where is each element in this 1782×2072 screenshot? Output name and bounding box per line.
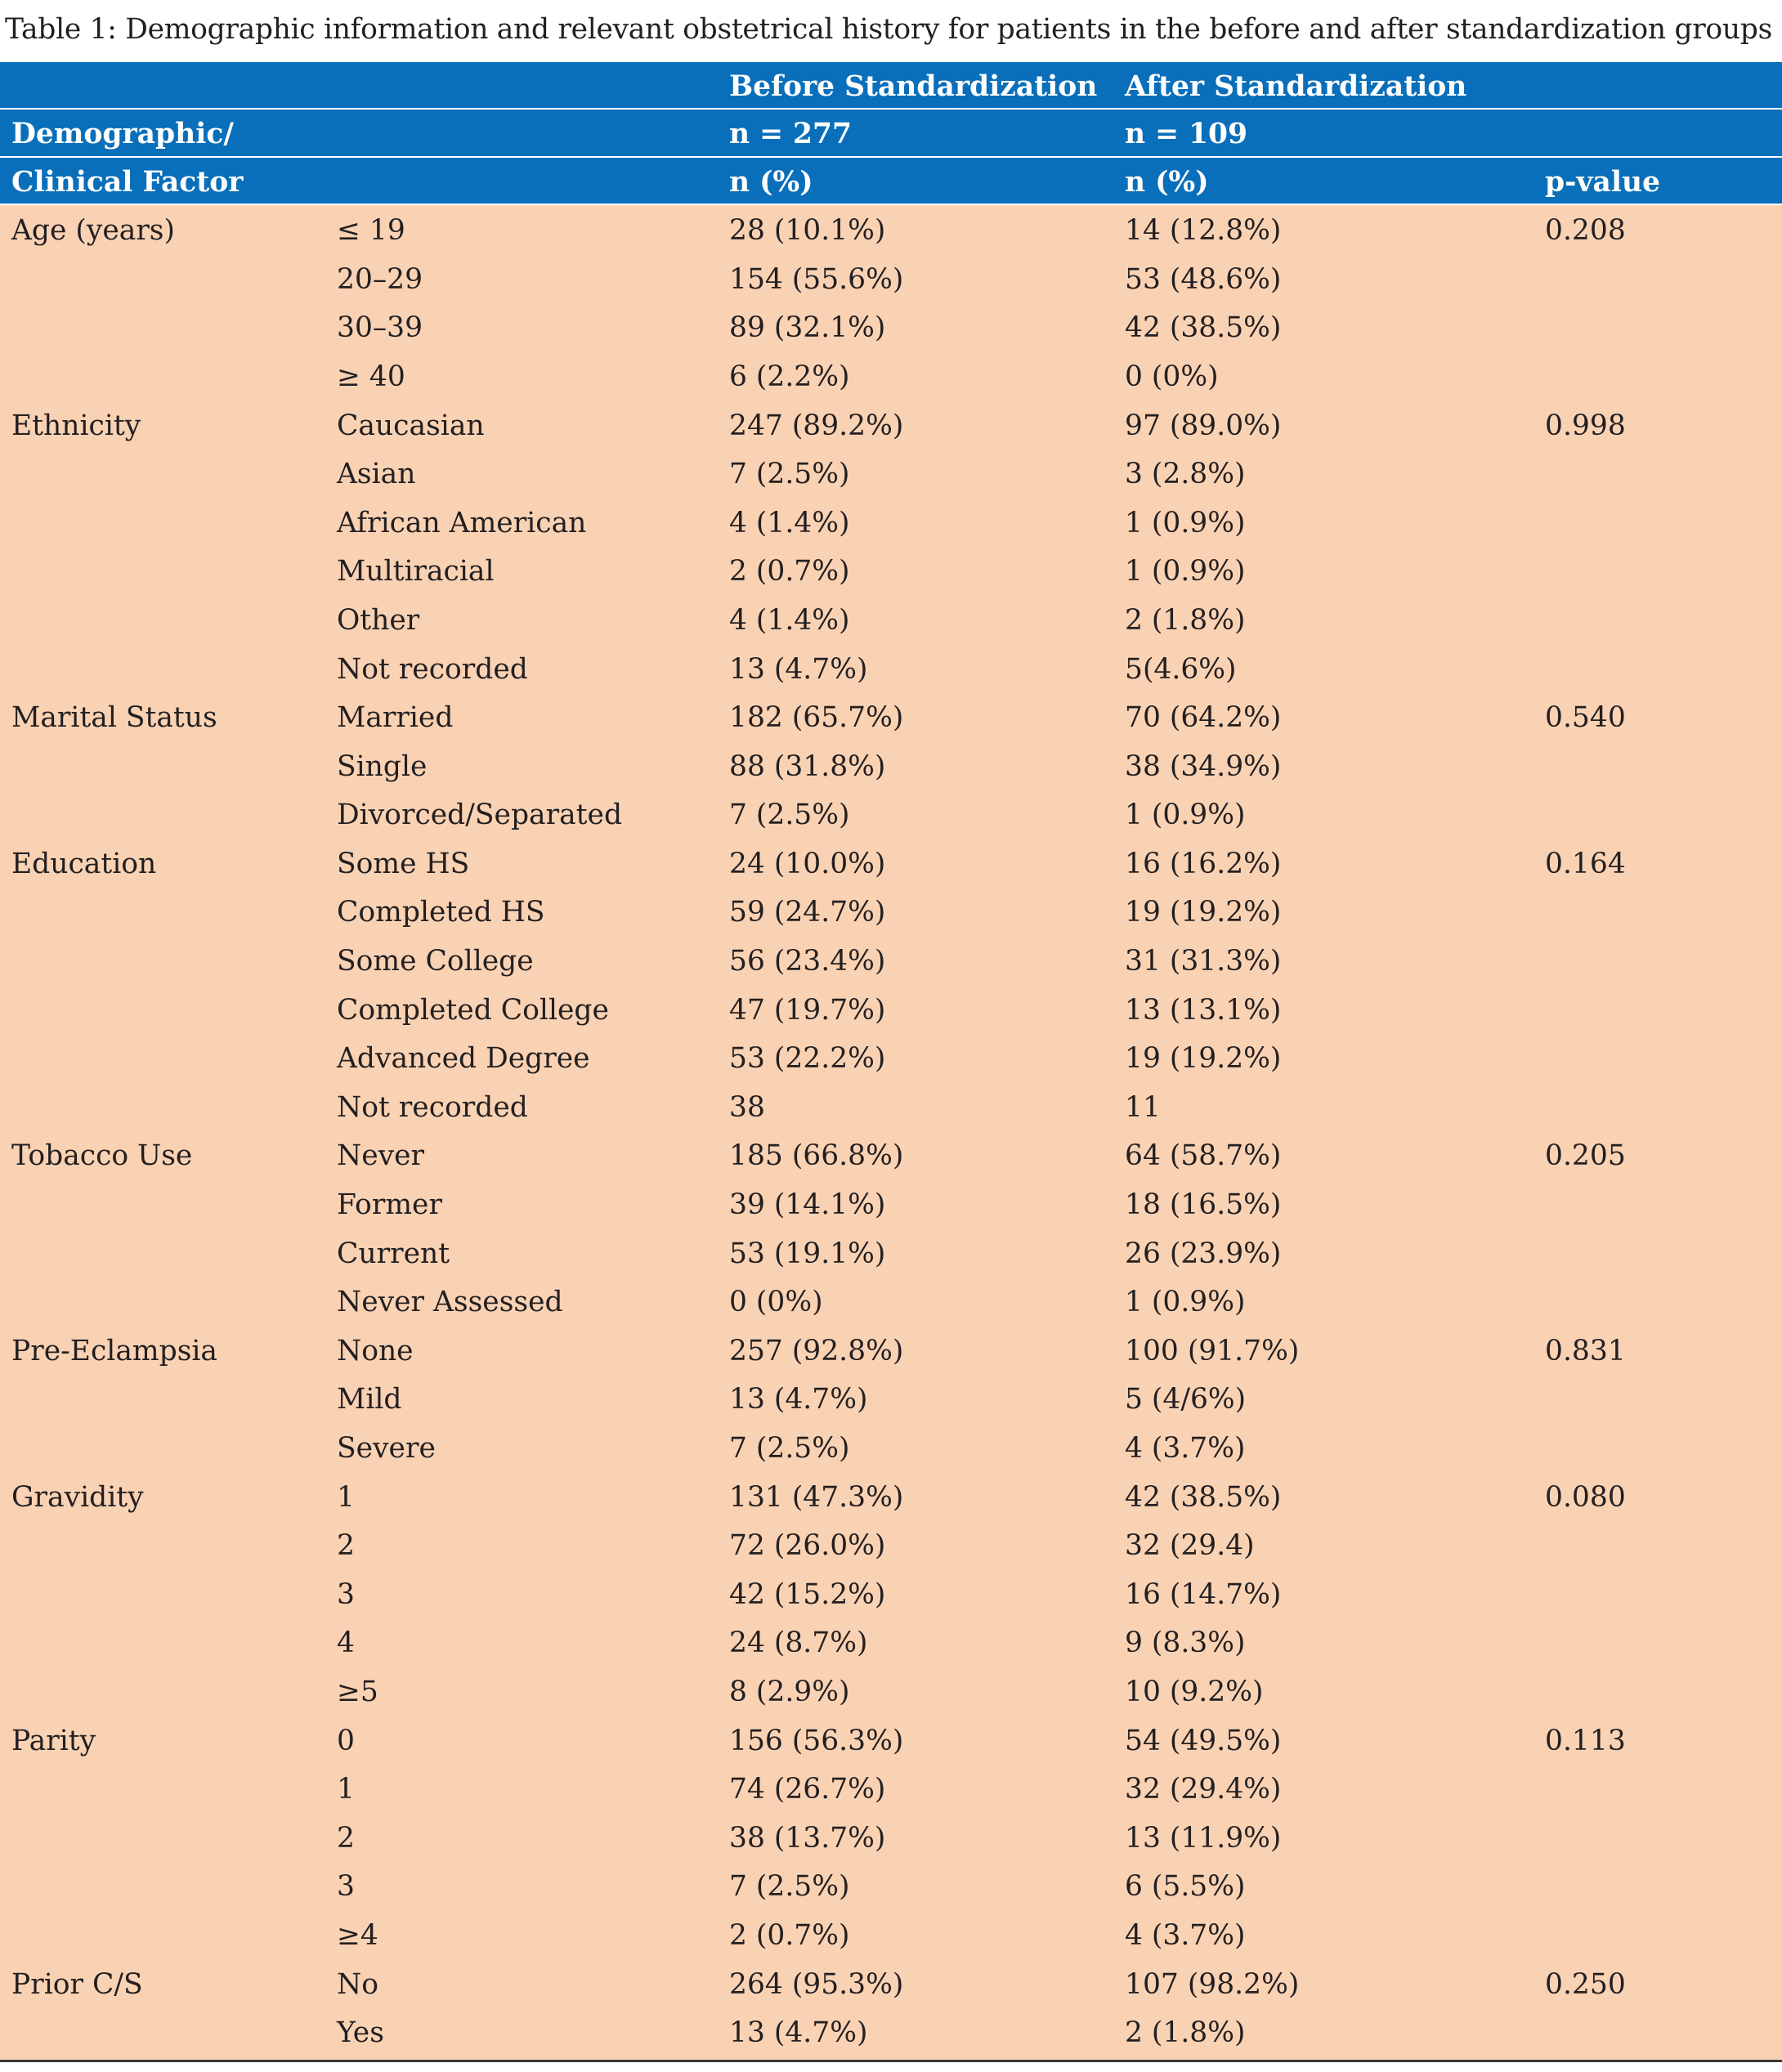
level-cell: Asian [337, 458, 416, 491]
after-cell: 3 (2.8%) [1125, 458, 1246, 491]
before-cell: 2 (0.7%) [729, 1918, 850, 1952]
before-cell: 89 (32.1%) [729, 311, 886, 345]
before-cell: 53 (22.2%) [729, 1042, 886, 1076]
table-row [0, 1667, 1782, 1716]
level-cell: Single [337, 750, 428, 783]
table-row [0, 1569, 1782, 1618]
table-row [0, 351, 1782, 401]
pvalue-cell: 0.080 [1545, 1480, 1626, 1514]
after-cell: 19 (19.2%) [1125, 896, 1282, 929]
table-row [0, 546, 1782, 595]
table-row [0, 1423, 1782, 1472]
level-cell: Multiracial [337, 555, 495, 588]
header-row-units [0, 158, 1782, 205]
pvalue-cell: 0.113 [1545, 1724, 1626, 1757]
after-cell: 107 (98.2%) [1125, 1967, 1300, 2001]
before-cell: 182 (65.7%) [729, 701, 904, 735]
before-cell: 47 (19.7%) [729, 993, 886, 1027]
factor-cell: Ethnicity [11, 409, 141, 442]
table-row [0, 790, 1782, 839]
header-before-unit: n (%) [729, 165, 813, 199]
before-cell: 74 (26.7%) [729, 1773, 886, 1806]
after-cell: 70 (64.2%) [1125, 701, 1282, 735]
before-cell: 7 (2.5%) [729, 1432, 850, 1466]
after-cell: 5(4.6%) [1125, 652, 1237, 686]
header-factor-line2: Clinical Factor [11, 165, 244, 199]
level-cell: ≤ 19 [337, 214, 405, 248]
level-cell: Some HS [337, 847, 470, 880]
header-pvalue: p-value [1545, 165, 1660, 199]
after-cell: 1 (0.9%) [1125, 506, 1246, 539]
before-cell: 7 (2.5%) [729, 458, 850, 491]
after-cell: 6 (5.5%) [1125, 1870, 1246, 1904]
before-cell: 56 (23.4%) [729, 945, 886, 978]
level-cell: Completed College [337, 993, 609, 1027]
before-cell: 24 (8.7%) [729, 1627, 868, 1660]
before-cell: 257 (92.8%) [729, 1334, 904, 1367]
header-row-sample-size [0, 110, 1782, 157]
level-cell: ≥5 [337, 1675, 378, 1708]
after-cell: 2 (1.8%) [1125, 603, 1246, 637]
after-cell: 0 (0%) [1125, 360, 1219, 393]
table-row [0, 887, 1782, 936]
level-cell: Never [337, 1139, 425, 1173]
after-cell: 13 (13.1%) [1125, 993, 1282, 1027]
table-row [0, 936, 1782, 985]
table-row [0, 254, 1782, 303]
level-cell: ≥ 40 [337, 360, 405, 393]
pvalue-cell: 0.208 [1545, 214, 1626, 248]
factor-cell: Prior C/S [11, 1967, 143, 2001]
factor-cell: Gravidity [11, 1480, 144, 1514]
table-row [0, 1959, 1782, 2008]
table-row [0, 1326, 1782, 1375]
before-cell: 4 (1.4%) [729, 506, 850, 539]
before-cell: 8 (2.9%) [729, 1675, 850, 1708]
level-cell: Divorced/Separated [337, 799, 623, 832]
header-after-unit: n (%) [1125, 165, 1209, 199]
after-cell: 4 (3.7%) [1125, 1432, 1246, 1466]
table-caption: Table 1: Demographic information and relevant obstetrical history for patients in the before and after standardization groups [5, 13, 1772, 46]
pvalue-cell: 0.540 [1545, 701, 1626, 735]
before-cell: 42 (15.2%) [729, 1577, 886, 1611]
after-cell: 1 (0.9%) [1125, 799, 1246, 832]
table-row [0, 1520, 1782, 1569]
table-row [0, 1910, 1782, 1959]
table-body [0, 205, 1782, 2062]
after-cell: 54 (49.5%) [1125, 1724, 1282, 1757]
level-cell: 1 [337, 1773, 355, 1806]
factor-cell: Age (years) [11, 214, 175, 248]
table-row [0, 449, 1782, 498]
before-cell: 185 (66.8%) [729, 1139, 904, 1173]
level-cell: Severe [337, 1432, 436, 1466]
after-cell: 32 (29.4) [1125, 1529, 1255, 1563]
level-cell: Not recorded [337, 1090, 528, 1124]
after-cell: 9 (8.3%) [1125, 1627, 1246, 1660]
before-cell: 28 (10.1%) [729, 214, 886, 248]
table-row [0, 644, 1782, 693]
after-cell: 19 (19.2%) [1125, 1042, 1282, 1076]
table-row [0, 1716, 1782, 1765]
level-cell: ≥4 [337, 1918, 378, 1952]
before-cell: 6 (2.2%) [729, 360, 850, 393]
header-factor-line1: Demographic/ [11, 118, 234, 151]
level-cell: 2 [337, 1529, 355, 1563]
before-cell: 264 (95.3%) [729, 1967, 904, 2001]
level-cell: Never Assessed [337, 1286, 563, 1319]
level-cell: Other [337, 603, 420, 637]
level-cell: 20–29 [337, 262, 423, 296]
table-row [0, 1082, 1782, 1131]
level-cell: 2 [337, 1821, 355, 1855]
level-cell: Not recorded [337, 652, 528, 686]
before-cell: 7 (2.5%) [729, 799, 850, 832]
before-cell: 53 (19.1%) [729, 1237, 886, 1270]
before-cell: 0 (0%) [729, 1286, 823, 1319]
after-cell: 16 (14.7%) [1125, 1577, 1282, 1611]
pvalue-cell: 0.164 [1545, 847, 1626, 880]
factor-cell: Parity [11, 1724, 96, 1757]
pvalue-cell: 0.250 [1545, 1967, 1626, 2001]
header-after-n: n = 109 [1125, 118, 1248, 151]
after-cell: 5 (4/6%) [1125, 1383, 1247, 1416]
after-cell: 42 (38.5%) [1125, 1480, 1282, 1514]
table-row [0, 1277, 1782, 1326]
after-cell: 100 (91.7%) [1125, 1334, 1300, 1367]
table-row [0, 1228, 1782, 1278]
level-cell: No [337, 1967, 378, 2001]
before-cell: 38 (13.7%) [729, 1821, 886, 1855]
demographics-table [0, 62, 1782, 2062]
pvalue-cell: 0.998 [1545, 409, 1626, 442]
level-cell: Yes [337, 2016, 384, 2050]
table-row [0, 401, 1782, 450]
before-cell: 154 (55.6%) [729, 262, 904, 296]
level-cell: Former [337, 1188, 442, 1222]
table-row [0, 2007, 1782, 2056]
table-row [0, 839, 1782, 888]
after-cell: 32 (29.4%) [1125, 1773, 1282, 1806]
table-row [0, 302, 1782, 351]
level-cell: Married [337, 701, 454, 735]
after-cell: 1 (0.9%) [1125, 555, 1246, 588]
table-row [0, 1130, 1782, 1179]
before-cell: 131 (47.3%) [729, 1480, 904, 1514]
before-cell: 247 (89.2%) [729, 409, 904, 442]
factor-cell: Marital Status [11, 701, 217, 735]
level-cell: 0 [337, 1724, 355, 1757]
after-cell: 26 (23.9%) [1125, 1237, 1282, 1270]
level-cell: Current [337, 1237, 450, 1270]
after-cell: 4 (3.7%) [1125, 1918, 1246, 1952]
after-cell: 97 (89.0%) [1125, 409, 1282, 442]
after-cell: 11 [1125, 1090, 1161, 1124]
before-cell: 59 (24.7%) [729, 896, 886, 929]
before-cell: 88 (31.8%) [729, 750, 886, 783]
level-cell: 3 [337, 1870, 355, 1904]
table-row [0, 1033, 1782, 1082]
before-cell: 13 (4.7%) [729, 2016, 868, 2050]
after-cell: 16 (16.2%) [1125, 847, 1282, 880]
level-cell: Mild [337, 1383, 402, 1416]
before-cell: 13 (4.7%) [729, 1383, 868, 1416]
header-after-group: After Standardization [1125, 70, 1467, 103]
table-row [0, 1618, 1782, 1667]
table-row [0, 985, 1782, 1034]
factor-cell: Tobacco Use [11, 1139, 193, 1173]
level-cell: 1 [337, 1480, 355, 1514]
level-cell: 3 [337, 1577, 355, 1611]
after-cell: 31 (31.3%) [1125, 945, 1282, 978]
level-cell: Advanced Degree [337, 1042, 590, 1076]
after-cell: 42 (38.5%) [1125, 311, 1282, 345]
table-row [0, 595, 1782, 644]
before-cell: 38 [729, 1090, 765, 1124]
table-row [0, 1764, 1782, 1813]
header-before-group: Before Standardization [729, 70, 1098, 103]
level-cell: Some College [337, 945, 534, 978]
after-cell: 38 (34.9%) [1125, 750, 1282, 783]
table-row [0, 498, 1782, 547]
after-cell: 64 (58.7%) [1125, 1139, 1282, 1173]
before-cell: 72 (26.0%) [729, 1529, 886, 1563]
before-cell: 4 (1.4%) [729, 603, 850, 637]
table-row [0, 692, 1782, 741]
table-row [0, 1374, 1782, 1423]
after-cell: 2 (1.8%) [1125, 2016, 1246, 2050]
after-cell: 1 (0.9%) [1125, 1286, 1246, 1319]
before-cell: 2 (0.7%) [729, 555, 850, 588]
after-cell: 53 (48.6%) [1125, 262, 1282, 296]
after-cell: 10 (9.2%) [1125, 1675, 1264, 1708]
table-row [0, 1472, 1782, 1521]
before-cell: 13 (4.7%) [729, 652, 868, 686]
level-cell: None [337, 1334, 414, 1367]
table-row [0, 205, 1782, 254]
table-row [0, 1179, 1782, 1228]
table-row [0, 1813, 1782, 1862]
before-cell: 39 (14.1%) [729, 1188, 886, 1222]
factor-cell: Pre-Eclampsia [11, 1334, 217, 1367]
after-cell: 13 (11.9%) [1125, 1821, 1282, 1855]
level-cell: African American [337, 506, 587, 539]
header-before-n: n = 277 [729, 118, 853, 151]
factor-cell: Education [11, 847, 157, 880]
level-cell: Caucasian [337, 409, 485, 442]
header-row-groups [0, 62, 1782, 110]
level-cell: 4 [337, 1627, 355, 1660]
before-cell: 7 (2.5%) [729, 1870, 850, 1904]
table-row [0, 741, 1782, 790]
after-cell: 14 (12.8%) [1125, 214, 1282, 248]
before-cell: 156 (56.3%) [729, 1724, 904, 1757]
pvalue-cell: 0.205 [1545, 1139, 1626, 1173]
before-cell: 24 (10.0%) [729, 847, 886, 880]
level-cell: 30–39 [337, 311, 423, 345]
table-row [0, 1861, 1782, 1910]
level-cell: Completed HS [337, 896, 545, 929]
pvalue-cell: 0.831 [1545, 1334, 1626, 1367]
after-cell: 18 (16.5%) [1125, 1188, 1282, 1222]
